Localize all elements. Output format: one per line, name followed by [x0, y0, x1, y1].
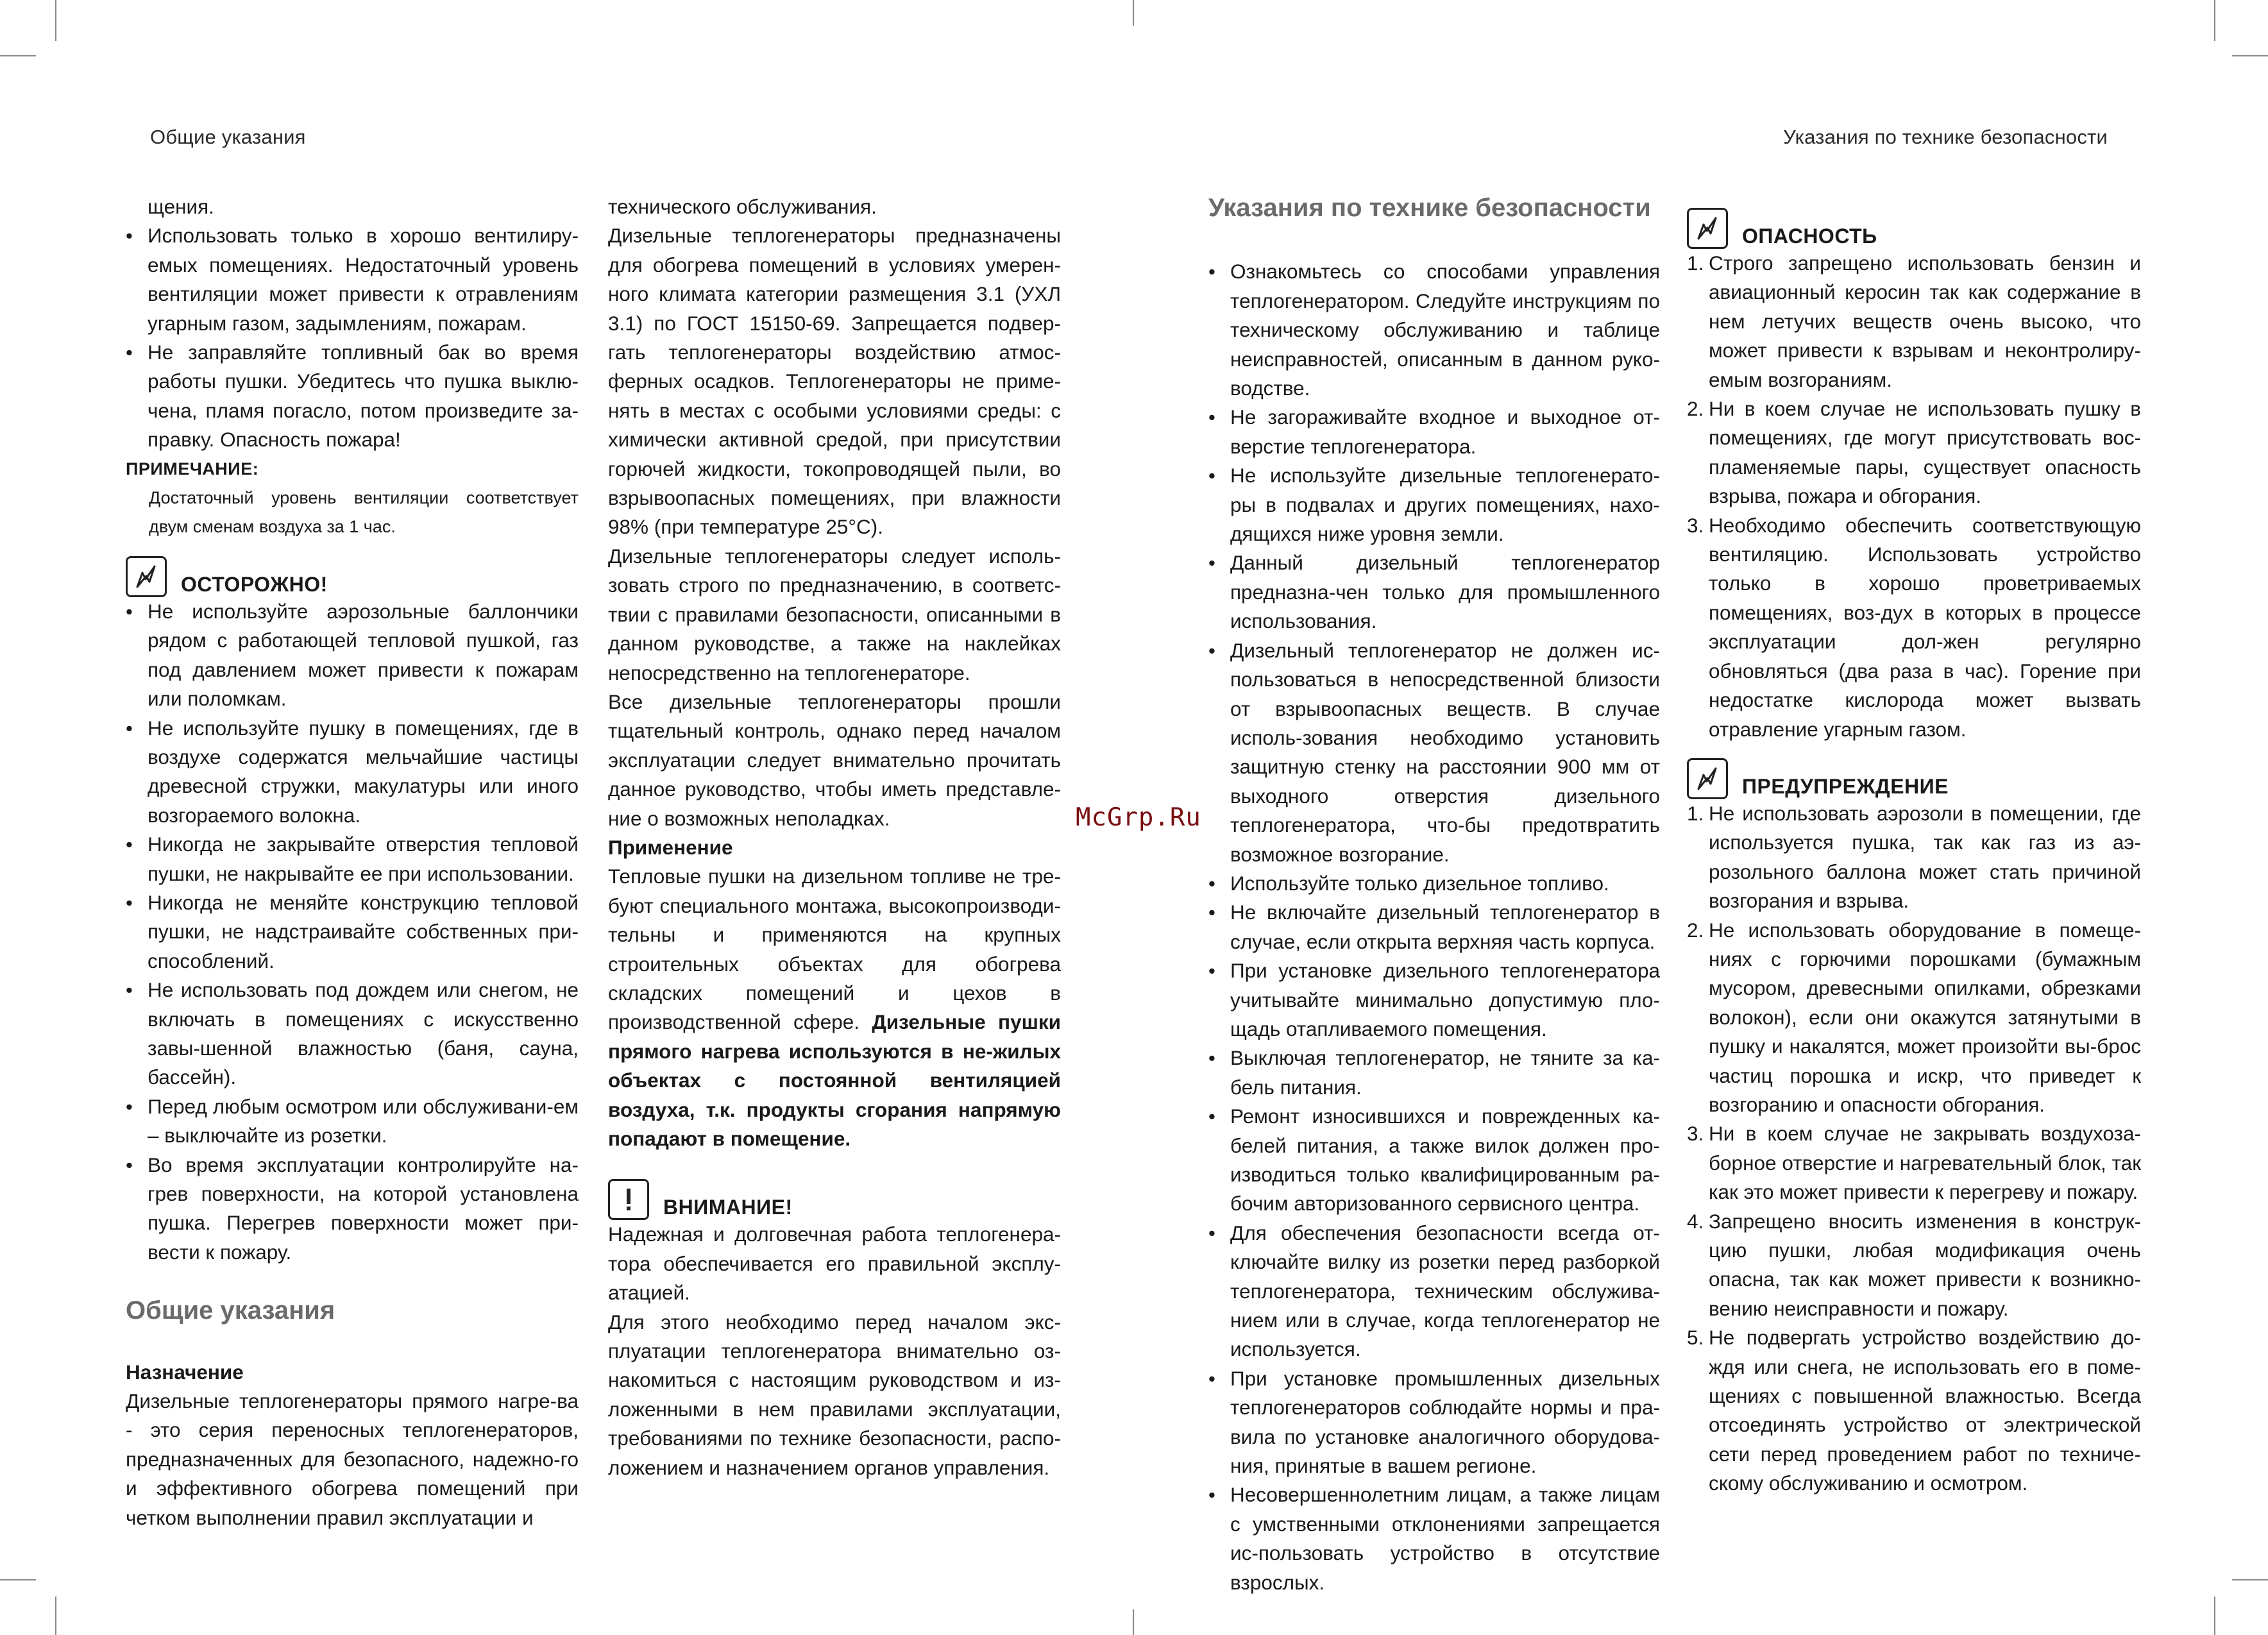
list-item: • Не включайте дизельный теплогенератор в случае, если открыта верхняя часть корпуса.: [1208, 898, 1660, 956]
list-item: [1687, 249, 2141, 394]
list-item: • Не используйте пушку в помещениях, где в воздухе содержатся мельчайшие частицы древесной стружки, макулатуры или иного возгораемого волокна.: [126, 714, 579, 831]
attention-heading: [608, 1165, 1061, 1220]
numbered-list: [1687, 249, 2141, 744]
caution-label: ОСТОРОЖНО!: [181, 572, 328, 596]
crop-mark: [1133, 0, 1134, 26]
list-number: 5.: [1687, 1326, 1704, 1350]
crop-mark: [2214, 0, 2215, 41]
running-head-left: Общие указания: [150, 126, 306, 148]
section-title: Общие указания: [126, 1296, 335, 1325]
list-item: [1687, 511, 2141, 744]
list-item: • При установке промышленных дизельных теплогенераторов соблюдайте нормы и пра-вила по установке аналогичного оборудова-ния, принятые в вашем регионе.: [1208, 1364, 1660, 1481]
column-general-right: [608, 192, 1061, 1482]
list-number: 3.: [1687, 1122, 1704, 1146]
list-item: • Не используйте дизельные теплогенерато-ры в подвалах и других помещениях, нахо-дящихся ниже уровня земли.: [1208, 461, 1660, 548]
list-item: • Не использовать под дождем или снегом, не включать в помещениях с искусственно завы-шенной влажностью (баня, сауна, бассейн).: [126, 976, 579, 1092]
paragraph: Надежная и долговечная работа теплогенера-тора обеспечивается его правильной эксплу-атацией.: [608, 1223, 1061, 1305]
list-text: Не подвергать устройство воздействию до-ждя или снега, не использовать его в поме-щениях с повышенной влажностью. Всегда отсоединять устройство от электрической сети перед проведением работ по техниче-скому обслуживанию и осмотром.: [1709, 1326, 2141, 1495]
danger-label: ОПАСНОСТЬ: [1742, 224, 1877, 248]
paragraph: Для этого необходимо перед началом экс-плуатации теплогенератора внимательно оз-накомиться с настоящим руководством и из-ложенными в нем правилами эксплуатации, требованиями по технике безопасности, распо-ложением и назначением органов управления.: [608, 1310, 1061, 1479]
list-text: Необходимо обеспечить соответствующую вентиляцию. Использовать устройство только в хорошо проветриваемых помещениях, воз-дух в которых в процессе эксплуатации дол-жен регулярно обновляться (два раза в час). Горение при недостатке кислорода может вызвать отравление угарным газом.: [1709, 513, 2141, 741]
watermark: McGrp.Ru: [1076, 803, 1201, 832]
lightning-warning-icon: [1687, 208, 1728, 249]
paragraph: Все дизельные теплогенераторы прошли тщательный контроль, однако перед началом эксплуатации следует внимательно прочитать данное руководство, чтобы иметь представле-ние о возможных неполадках.: [608, 690, 1061, 830]
crop-mark: [0, 1579, 36, 1580]
list-text: Ни в коем случае не закрывать воздухоза-борное отверстие и нагревательный блок, так как это может привести к перегреву и пожару.: [1709, 1122, 2141, 1204]
column-safety-right: [1687, 194, 2141, 1498]
list-item: • Данный дизельный теплогенератор предназна-чен только для промышленного использования.: [1208, 548, 1660, 636]
crop-mark: [55, 1597, 56, 1635]
attention-label: ВНИМАНИЕ!: [663, 1196, 793, 1219]
paragraph: технического обслуживания.: [608, 195, 877, 218]
list-item: • Использовать только в хорошо вентилиру-емых помещениях. Недостаточный уровень вентиляции может привести к отравлениям угарным газом, задымлениям, пожарам.: [126, 221, 579, 338]
list-item: • Перед любым осмотром или обслуживани-ем – выключайте из розетки.: [126, 1092, 579, 1151]
crop-mark: [2232, 1579, 2268, 1580]
column-safety-left: [1208, 194, 1660, 1597]
paragraph: Дизельные теплогенераторы следует исполь-зовать строго по предназначению, в соответс-твии с правилами безопасности, описанными в данном руководстве, а также на наклейках непосредственно на теплогенераторе.: [608, 544, 1061, 684]
crop-mark: [0, 55, 36, 56]
crop-mark: [2214, 1597, 2215, 1635]
list-number: 4.: [1687, 1209, 1704, 1233]
paragraph: [608, 862, 1061, 1153]
list-item: • Ознакомьтесь со способами управления теплогенератором. Следуйте инструкциям по техническому обслуживанию и таблице неисправностей, описанным в данном руко-водстве.: [1208, 257, 1660, 403]
list-item: • Никогда не закрывайте отверстия тепловой пушки, не накрывайте ее при использовании.: [126, 830, 579, 888]
crop-mark: [1133, 1609, 1134, 1635]
list-text: Ни в коем случае не использовать пушку в помещениях, где могут присутствовать вос-пламеняемые пары, существует опасность взрыва, пожара и обгорания.: [1709, 397, 2141, 508]
list-text: Не использовать оборудование в помеще-ниях с горючими порошками (бумажным мусором, древесными опилками, обрезками волокон), если они окажутся затянутыми в пушку и накалятся, может произойти вы-брос частиц порошка и искр, что приведет к возгоранию и опасности обгорания.: [1709, 918, 2141, 1116]
list-item: • Дизельный теплогенератор не должен ис-пользоваться в непосредственной близости от взрывоопасных веществ. В случае исполь-зования необходимо установить защитную стенку на расстоянии 900 мм от выходного отверстия дизельного теплогенератора, что-бы предотвратить возможное возгорание.: [1208, 636, 1660, 869]
note-text: Достаточный уровень вентиляции соответствует двум сменам воздуха за 1 час.: [149, 488, 579, 537]
paragraph: Дизельные теплогенераторы предназначены для обогрева помещений в условиях умерен-ного климата категории размещения 3.1 (УХЛ 3.1) по ГОСТ 15150-69. Запрещается подвер-гать теплогенераторы воздействию атмос-ферных осадков. Теплогенераторы не приме-нять в местах с особыми условиями среды: с химически активной средой, при присутствии горючей жидкости, токопроводящей пыли, во взрывоопасных помещениях, при влажности 98% (при температуре 25°С).: [608, 224, 1061, 539]
paragraph-text: Тепловые пушки на дизельном топливе не тре-буют специального монтажа, высокопроизводи-тельны и применяются на крупных строительных объектах для обогрева складских помещений и цехов в производственной сфере.: [608, 865, 1061, 1034]
list-item: • Не загораживайте входное и выходное от-верстие теплогенератора.: [1208, 403, 1660, 461]
list-item: • Не заправляйте топливный бак во время работы пушки. Убедитесь что пушка выклю-чена, пламя погасло, потом произведите за-правку. Опасность пожара!: [126, 338, 579, 455]
list-text: Не использовать аэрозоли в помещении, где используется пушка, так как газ из аэ-розольного баллона может стать причиной возгорания и взрыва.: [1709, 801, 2141, 913]
list-item: • Не используйте аэрозольные баллончики рядом с работающей тепловой пушкой, газ под давлением может привести к пожарам или поломкам.: [126, 597, 579, 714]
crop-mark: [55, 0, 56, 41]
list-item: • При установке дизельного теплогенератора учитывайте минимально допустимую пло-щадь отапливаемого помещения.: [1208, 956, 1660, 1044]
subheading-application: Применение: [608, 835, 733, 859]
list-item: [1687, 799, 2141, 916]
note-heading: ПРИМЕЧАНИЕ:: [126, 459, 259, 479]
crop-mark: [2232, 55, 2268, 56]
list-number: 3.: [1687, 513, 1704, 537]
list-item: [1687, 1323, 2141, 1498]
list-item: • Во время эксплуатации контролируйте на-грев поверхности, на которой установлена пушка. Перегрев поверхности может при-вести к пожару.: [126, 1151, 579, 1267]
list-item: [1687, 1207, 2141, 1324]
lightning-warning-icon: [1687, 758, 1728, 799]
list-item: • Выключая теплогенератор, не тяните за ка-бель питания.: [1208, 1044, 1660, 1102]
paragraph-emphasis: Дизельные пушки прямого нагрева используются в не-жилых объектах с постоянной вентиляцией воздуха, т.к. продукты сгорания напрямую попадают в помещение.: [608, 1010, 1061, 1150]
bullet-list: [126, 597, 579, 1267]
bullet-list: [1208, 257, 1660, 1597]
running-head-right: Указания по технике безопасности: [1783, 126, 2108, 148]
bullet-list: [126, 221, 579, 454]
warning-heading: [1687, 744, 2141, 799]
list-item: • Никогда не меняйте конструкцию тепловой пушки, не надстраивайте собственных при-способлений.: [126, 888, 579, 976]
exclamation-warning-icon: [608, 1179, 649, 1220]
list-number: 2.: [1687, 397, 1704, 421]
list-number: 2.: [1687, 918, 1704, 942]
list-item: [1687, 394, 2141, 511]
paragraph: щения.: [148, 195, 214, 218]
list-number: 1.: [1687, 251, 1704, 275]
warning-label: ПРЕДУПРЕЖДЕНИЕ: [1742, 774, 1949, 798]
column-general-left: [126, 192, 579, 1532]
list-item: [1687, 916, 2141, 1120]
paragraph: Дизельные теплогенераторы прямого нагре-ва - это серия переносных теплогенераторов, предназначенных для безопасного, надежно-го и эффективного обогрева помещений при четком выполнении правил эксплуатации и: [126, 1389, 579, 1529]
list-item: • Используйте только дизельное топливо.: [1208, 869, 1660, 898]
subheading-purpose: Назначение: [126, 1360, 244, 1384]
list-item: [1687, 1119, 2141, 1207]
numbered-list: [1687, 799, 2141, 1498]
list-item: • Несовершеннолетним лицам, а также лицам с умственными отклонениями запрещается ис-пользовать устройство в отсутствие взрослых.: [1208, 1480, 1660, 1597]
danger-heading: [1687, 194, 2141, 249]
lightning-warning-icon: [126, 556, 167, 597]
list-text: Запрещено вносить изменения в конструк-цию пушки, любая модификация очень опасна, так как может привести к возникно-вению неисправности и пожару.: [1709, 1209, 2141, 1320]
list-number: 1.: [1687, 801, 1704, 825]
list-item: • Для обеспечения безопасности всегда от-ключайте вилку из розетки перед разборкой теплогенератора, техническим обслужива-нием или в случае, когда теплогенератор не используется.: [1208, 1219, 1660, 1364]
section-title: Указания по технике безопасности: [1208, 194, 1651, 222]
caution-heading: [126, 542, 579, 597]
list-item: • Ремонт износившихся и поврежденных ка-белей питания, а также вилок должен про-изводиться только квалифицированным ра-бочим авторизованного сервисного центра.: [1208, 1102, 1660, 1219]
list-text: Строго запрещено использовать бензин и авиационный керосин так как содержание в нем летучих веществ очень высоко, что может привести к взрывам и неконтролиру-емым возгораниям.: [1709, 251, 2141, 391]
